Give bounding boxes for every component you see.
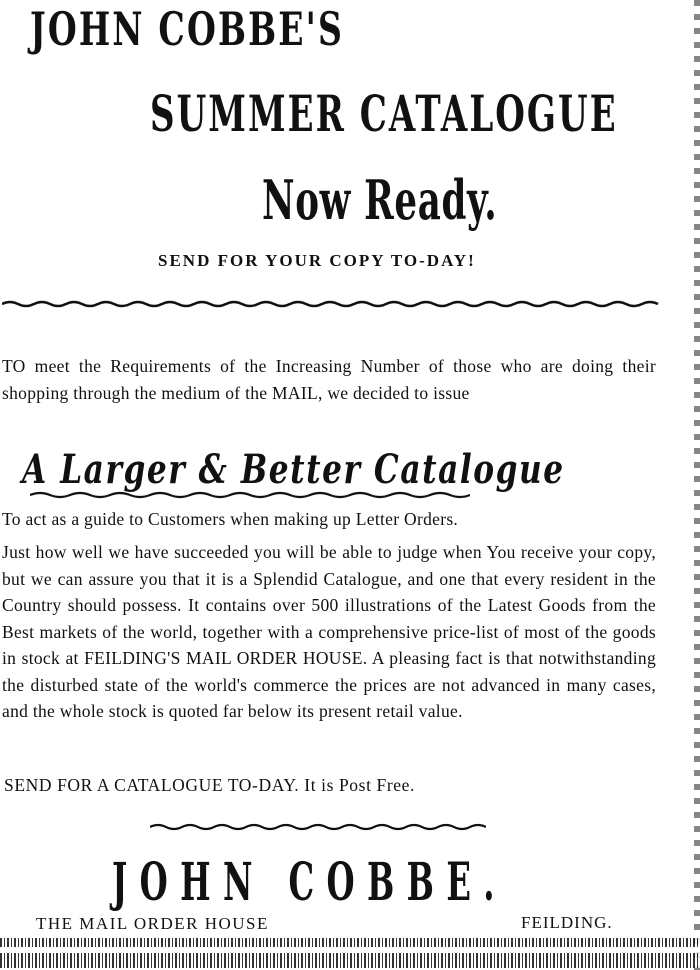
now-ready-heading: Now Ready. xyxy=(262,168,498,232)
bottom-border-decoration xyxy=(0,938,700,968)
intro-paragraph: TO meet the Requirements of the Increasing Number of those who are doing their shopping through the medium of the MAIL, we decided to issue xyxy=(2,356,656,403)
feature-heading: A Larger & Better Catalogue xyxy=(22,446,565,493)
wavy-divider-top xyxy=(2,296,666,312)
business-name: THE MAIL ORDER HOUSE xyxy=(36,914,269,933)
closing-line: SEND FOR A CATALOGUE TO-DAY. It is Post Free. xyxy=(4,775,415,795)
signature: JOHN COBBE. xyxy=(112,852,507,913)
right-edge-decoration xyxy=(694,0,700,970)
feature-subtext: To act as a guide to Customers when making up Letter Orders. xyxy=(2,509,459,529)
wavy-underline-feature xyxy=(30,488,470,502)
wavy-divider-bottom xyxy=(150,820,486,834)
header-name: JOHN COBBE'S xyxy=(30,2,345,56)
send-for-copy-line: SEND FOR YOUR COPY TO-DAY! xyxy=(158,251,476,270)
catalogue-title: SUMMER CATALOGUE xyxy=(150,84,618,143)
main-body-paragraph: Just how well we have succeeded you will be able to judge when You receive your copy, but we can assure you that it is a Splendid Catalogue, and one that every resident in the Country should possess. It contains over 500 illustrations of the Latest Goods from the Best markets of the world, together with a comprehensive price-list of most of the goods in stock at FEILDING'S MAIL ORDER HOUSE. A pleasing fact is that notwithstanding the disturbed state of the world's commerce the prices are not advanced in many cases, and the whole stock is quoted far below its present retail value. xyxy=(2,542,656,721)
business-location: FEILDING. xyxy=(521,913,613,932)
